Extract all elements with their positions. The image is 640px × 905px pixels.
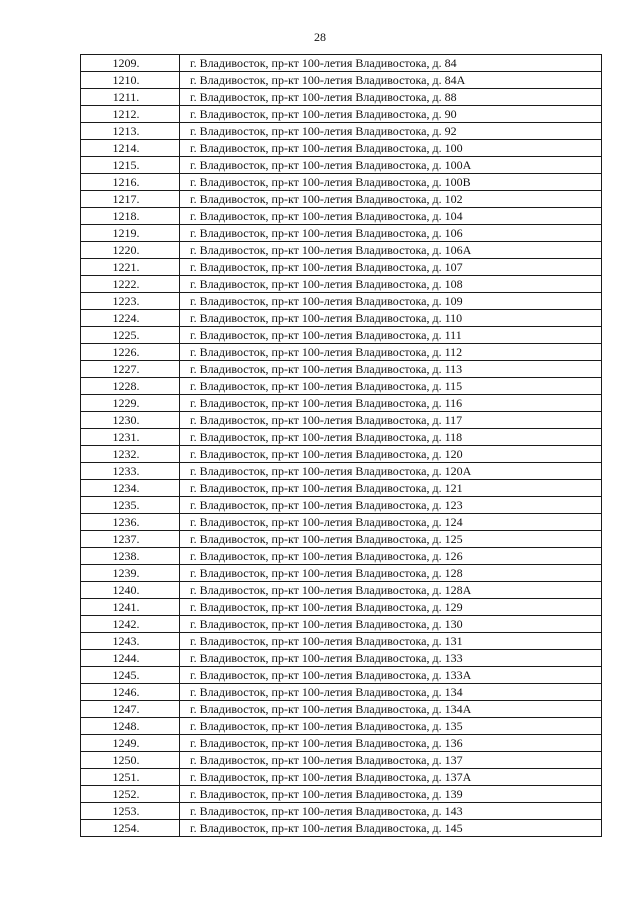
table-row xyxy=(81,701,602,718)
row-number-cell: 1231. xyxy=(81,429,180,446)
table-row xyxy=(81,786,602,803)
row-number-cell: 1239. xyxy=(81,565,180,582)
address-table xyxy=(80,54,602,837)
table-row xyxy=(81,72,602,89)
table-row xyxy=(81,157,602,174)
row-number-cell: 1234. xyxy=(81,480,180,497)
row-number-cell: 1237. xyxy=(81,531,180,548)
table-row xyxy=(81,123,602,140)
table-row xyxy=(81,429,602,446)
table-row xyxy=(81,259,602,276)
row-number-cell: 1245. xyxy=(81,667,180,684)
table-row xyxy=(81,599,602,616)
address-cell: г. Владивосток, пр-кт 100-летия Владивостока, д. 128 xyxy=(180,565,602,582)
address-cell: г. Владивосток, пр-кт 100-летия Владивостока, д. 109 xyxy=(180,293,602,310)
row-number-cell: 1251. xyxy=(81,769,180,786)
table-row xyxy=(81,752,602,769)
table-row xyxy=(81,106,602,123)
table-row xyxy=(81,242,602,259)
row-number-cell: 1250. xyxy=(81,752,180,769)
row-number-cell: 1253. xyxy=(81,803,180,820)
table-row xyxy=(81,684,602,701)
table-row xyxy=(81,633,602,650)
table-row xyxy=(81,140,602,157)
row-number-cell: 1229. xyxy=(81,395,180,412)
address-cell: г. Владивосток, пр-кт 100-летия Владивостока, д. 104 xyxy=(180,208,602,225)
address-cell: г. Владивосток, пр-кт 100-летия Владивостока, д. 143 xyxy=(180,803,602,820)
row-number-cell: 1241. xyxy=(81,599,180,616)
table-row xyxy=(81,650,602,667)
row-number-cell: 1248. xyxy=(81,718,180,735)
page-number: 28 xyxy=(314,30,326,44)
row-number-cell: 1254. xyxy=(81,820,180,837)
row-number-cell: 1238. xyxy=(81,548,180,565)
table-row xyxy=(81,497,602,514)
row-number-cell: 1243. xyxy=(81,633,180,650)
address-cell: г. Владивосток, пр-кт 100-летия Владивостока, д. 137 xyxy=(180,752,602,769)
table-row xyxy=(81,582,602,599)
address-cell: г. Владивосток, пр-кт 100-летия Владивостока, д. 100 xyxy=(180,140,602,157)
table-row xyxy=(81,327,602,344)
address-cell: г. Владивосток, пр-кт 100-летия Владивостока, д. 118 xyxy=(180,429,602,446)
address-cell: г. Владивосток, пр-кт 100-летия Владивостока, д. 84 xyxy=(180,55,602,72)
table-row xyxy=(81,361,602,378)
address-cell: г. Владивосток, пр-кт 100-летия Владивостока, д. 88 xyxy=(180,89,602,106)
address-cell: г. Владивосток, пр-кт 100-летия Владивостока, д. 136 xyxy=(180,735,602,752)
row-number-cell: 1213. xyxy=(81,123,180,140)
address-cell: г. Владивосток, пр-кт 100-летия Владивостока, д. 133 xyxy=(180,650,602,667)
row-number-cell: 1236. xyxy=(81,514,180,531)
address-cell: г. Владивосток, пр-кт 100-летия Владивостока, д. 125 xyxy=(180,531,602,548)
row-number-cell: 1226. xyxy=(81,344,180,361)
row-number-cell: 1220. xyxy=(81,242,180,259)
table-row xyxy=(81,480,602,497)
address-table-body xyxy=(81,55,602,837)
row-number-cell: 1227. xyxy=(81,361,180,378)
address-cell: г. Владивосток, пр-кт 100-летия Владивостока, д. 84А xyxy=(180,72,602,89)
row-number-cell: 1214. xyxy=(81,140,180,157)
address-cell: г. Владивосток, пр-кт 100-летия Владивостока, д. 111 xyxy=(180,327,602,344)
table-row xyxy=(81,395,602,412)
row-number-cell: 1225. xyxy=(81,327,180,344)
table-row xyxy=(81,412,602,429)
row-number-cell: 1221. xyxy=(81,259,180,276)
address-cell: г. Владивосток, пр-кт 100-летия Владивостока, д. 134 xyxy=(180,684,602,701)
table-row xyxy=(81,548,602,565)
address-cell: г. Владивосток, пр-кт 100-летия Владивостока, д. 137А xyxy=(180,769,602,786)
table-row xyxy=(81,718,602,735)
row-number-cell: 1233. xyxy=(81,463,180,480)
address-cell: г. Владивосток, пр-кт 100-летия Владивостока, д. 124 xyxy=(180,514,602,531)
address-cell: г. Владивосток, пр-кт 100-летия Владивостока, д. 92 xyxy=(180,123,602,140)
row-number-cell: 1230. xyxy=(81,412,180,429)
table-row xyxy=(81,344,602,361)
row-number-cell: 1209. xyxy=(81,55,180,72)
row-number-cell: 1219. xyxy=(81,225,180,242)
row-number-cell: 1224. xyxy=(81,310,180,327)
row-number-cell: 1212. xyxy=(81,106,180,123)
address-cell: г. Владивосток, пр-кт 100-летия Владивостока, д. 100В xyxy=(180,174,602,191)
row-number-cell: 1235. xyxy=(81,497,180,514)
table-row xyxy=(81,55,602,72)
table-row xyxy=(81,378,602,395)
address-cell: г. Владивосток, пр-кт 100-летия Владивостока, д. 117 xyxy=(180,412,602,429)
row-number-cell: 1223. xyxy=(81,293,180,310)
address-cell: г. Владивосток, пр-кт 100-летия Владивостока, д. 134А xyxy=(180,701,602,718)
table-row xyxy=(81,310,602,327)
table-row xyxy=(81,293,602,310)
table-row xyxy=(81,667,602,684)
address-cell: г. Владивосток, пр-кт 100-летия Владивостока, д. 130 xyxy=(180,616,602,633)
address-cell: г. Владивосток, пр-кт 100-летия Владивостока, д. 139 xyxy=(180,786,602,803)
table-row xyxy=(81,89,602,106)
address-cell: г. Владивосток, пр-кт 100-летия Владивостока, д. 108 xyxy=(180,276,602,293)
address-cell: г. Владивосток, пр-кт 100-летия Владивостока, д. 107 xyxy=(180,259,602,276)
row-number-cell: 1211. xyxy=(81,89,180,106)
table-row xyxy=(81,276,602,293)
row-number-cell: 1247. xyxy=(81,701,180,718)
address-cell: г. Владивосток, пр-кт 100-летия Владивостока, д. 145 xyxy=(180,820,602,837)
row-number-cell: 1249. xyxy=(81,735,180,752)
address-cell: г. Владивосток, пр-кт 100-летия Владивостока, д. 126 xyxy=(180,548,602,565)
table-row xyxy=(81,514,602,531)
address-cell: г. Владивосток, пр-кт 100-летия Владивостока, д. 133А xyxy=(180,667,602,684)
address-cell: г. Владивосток, пр-кт 100-летия Владивостока, д. 90 xyxy=(180,106,602,123)
row-number-cell: 1218. xyxy=(81,208,180,225)
address-cell: г. Владивосток, пр-кт 100-летия Владивостока, д. 128А xyxy=(180,582,602,599)
row-number-cell: 1252. xyxy=(81,786,180,803)
address-cell: г. Владивосток, пр-кт 100-летия Владивостока, д. 100А xyxy=(180,157,602,174)
row-number-cell: 1242. xyxy=(81,616,180,633)
table-row xyxy=(81,531,602,548)
address-cell: г. Владивосток, пр-кт 100-летия Владивостока, д. 121 xyxy=(180,480,602,497)
address-cell: г. Владивосток, пр-кт 100-летия Владивостока, д. 115 xyxy=(180,378,602,395)
table-row xyxy=(81,616,602,633)
row-number-cell: 1228. xyxy=(81,378,180,395)
address-cell: г. Владивосток, пр-кт 100-летия Владивостока, д. 116 xyxy=(180,395,602,412)
table-row xyxy=(81,446,602,463)
row-number-cell: 1215. xyxy=(81,157,180,174)
table-row xyxy=(81,735,602,752)
row-number-cell: 1246. xyxy=(81,684,180,701)
table-row xyxy=(81,803,602,820)
row-number-cell: 1216. xyxy=(81,174,180,191)
address-cell: г. Владивосток, пр-кт 100-летия Владивостока, д. 113 xyxy=(180,361,602,378)
address-cell: г. Владивосток, пр-кт 100-летия Владивостока, д. 106 xyxy=(180,225,602,242)
row-number-cell: 1244. xyxy=(81,650,180,667)
address-cell: г. Владивосток, пр-кт 100-летия Владивостока, д. 131 xyxy=(180,633,602,650)
address-cell: г. Владивосток, пр-кт 100-летия Владивостока, д. 129 xyxy=(180,599,602,616)
address-cell: г. Владивосток, пр-кт 100-летия Владивостока, д. 120А xyxy=(180,463,602,480)
row-number-cell: 1222. xyxy=(81,276,180,293)
address-cell: г. Владивосток, пр-кт 100-летия Владивостока, д. 110 xyxy=(180,310,602,327)
row-number-cell: 1240. xyxy=(81,582,180,599)
table-row xyxy=(81,174,602,191)
table-row xyxy=(81,565,602,582)
address-cell: г. Владивосток, пр-кт 100-летия Владивостока, д. 135 xyxy=(180,718,602,735)
address-cell: г. Владивосток, пр-кт 100-летия Владивостока, д. 106А xyxy=(180,242,602,259)
address-cell: г. Владивосток, пр-кт 100-летия Владивостока, д. 123 xyxy=(180,497,602,514)
row-number-cell: 1217. xyxy=(81,191,180,208)
row-number-cell: 1210. xyxy=(81,72,180,89)
address-cell: г. Владивосток, пр-кт 100-летия Владивостока, д. 112 xyxy=(180,344,602,361)
row-number-cell: 1232. xyxy=(81,446,180,463)
table-row xyxy=(81,191,602,208)
address-cell: г. Владивосток, пр-кт 100-летия Владивостока, д. 102 xyxy=(180,191,602,208)
table-row xyxy=(81,769,602,786)
table-row xyxy=(81,225,602,242)
table-row xyxy=(81,820,602,837)
table-row xyxy=(81,463,602,480)
address-cell: г. Владивосток, пр-кт 100-летия Владивостока, д. 120 xyxy=(180,446,602,463)
table-row xyxy=(81,208,602,225)
